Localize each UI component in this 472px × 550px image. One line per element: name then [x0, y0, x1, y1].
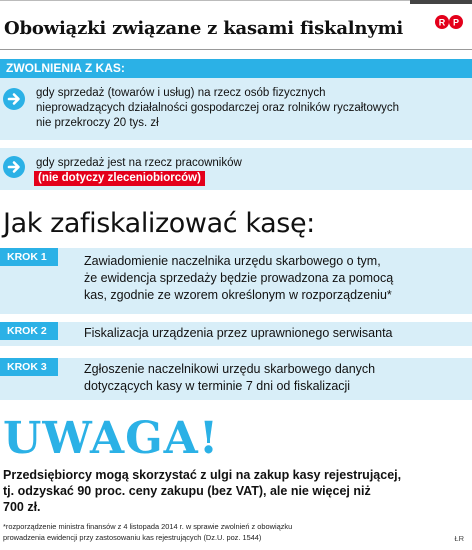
step-line: Fiskalizacja urządzenia przez uprawnionego serwisanta	[84, 326, 393, 340]
title-divider	[0, 49, 472, 50]
step-label: KROK 2	[0, 322, 58, 340]
step-line: Zgłoszenie naczelnikowi urzędu skarbowego danych	[84, 362, 376, 376]
warning-title: UWAGA!	[3, 413, 220, 464]
step-item	[0, 248, 472, 314]
rp-logo-icon	[434, 14, 464, 30]
step-label: KROK 1	[0, 248, 58, 266]
warning-line: tj. odzyskać 90 proc. ceny zakupu (bez VAT), ale nie więcej niż	[3, 484, 371, 498]
step-item	[0, 358, 472, 400]
svg-text:R: R	[438, 17, 446, 28]
page-title: Obowiązki związane z kasami fiskalnymi	[4, 18, 404, 39]
exemption-highlight: (nie dotyczy zleceniobiorców)	[34, 171, 205, 186]
footnote-line: prowadzenia ewidencji przy zastosowaniu kas rejestrujących (Dz.U. poz. 1544)	[3, 533, 262, 542]
step-text	[84, 325, 393, 342]
warning-text	[3, 467, 469, 515]
step-text	[84, 361, 375, 395]
step-text	[84, 253, 393, 304]
exemption-line: gdy sprzedaż jest na rzecz pracowników	[36, 157, 242, 169]
warning-line: 700 zł.	[3, 500, 41, 514]
exemptions-heading: ZWOLNIENIA Z KAS:	[0, 59, 472, 78]
section-title: Jak zafiskalizować kasę:	[3, 208, 315, 239]
step-label: KROK 3	[0, 358, 58, 376]
exemption-line: gdy sprzedaż (towarów i usług) na rzecz osób fizycznych	[36, 87, 326, 99]
step-item	[0, 322, 472, 346]
footnote	[3, 521, 292, 543]
svg-text:P: P	[452, 17, 460, 28]
step-line: że ewidencja sprzedaży będzie prowadzona za pomocą	[84, 271, 394, 285]
logo-text: RP	[434, 14, 436, 15]
warning-line: Przedsiębiorcy mogą skorzystać z ulgi na zakup kasy rejestrującej,	[3, 468, 402, 482]
footnote-line: *rozporządzenie ministra finansów z 4 listopada 2014 r. w sprawie zwolnień z obowiązku	[3, 522, 293, 531]
top-rule-accent	[410, 0, 472, 4]
author-credit: ŁR	[454, 534, 464, 543]
arrow-right-icon	[3, 156, 25, 178]
exemption-item	[0, 148, 472, 190]
exemption-item	[0, 78, 472, 140]
exemption-text	[36, 86, 399, 131]
step-line: kas, zgodnie ze wzorem określonym w rozporządzeniu*	[84, 288, 392, 302]
exemption-text	[36, 156, 242, 186]
step-line: dotyczących kasy w terminie 7 dni od fiskalizacji	[84, 379, 351, 393]
exemption-line: nieprowadzących działalności gospodarczej oraz rolników ryczałtowych	[36, 102, 400, 114]
step-line: Zawiadomienie naczelnika urzędu skarbowego o tym,	[84, 254, 381, 268]
exemption-line: nie przekroczy 20 tys. zł	[36, 117, 159, 129]
top-rule	[0, 0, 472, 10]
arrow-right-icon	[3, 88, 25, 110]
